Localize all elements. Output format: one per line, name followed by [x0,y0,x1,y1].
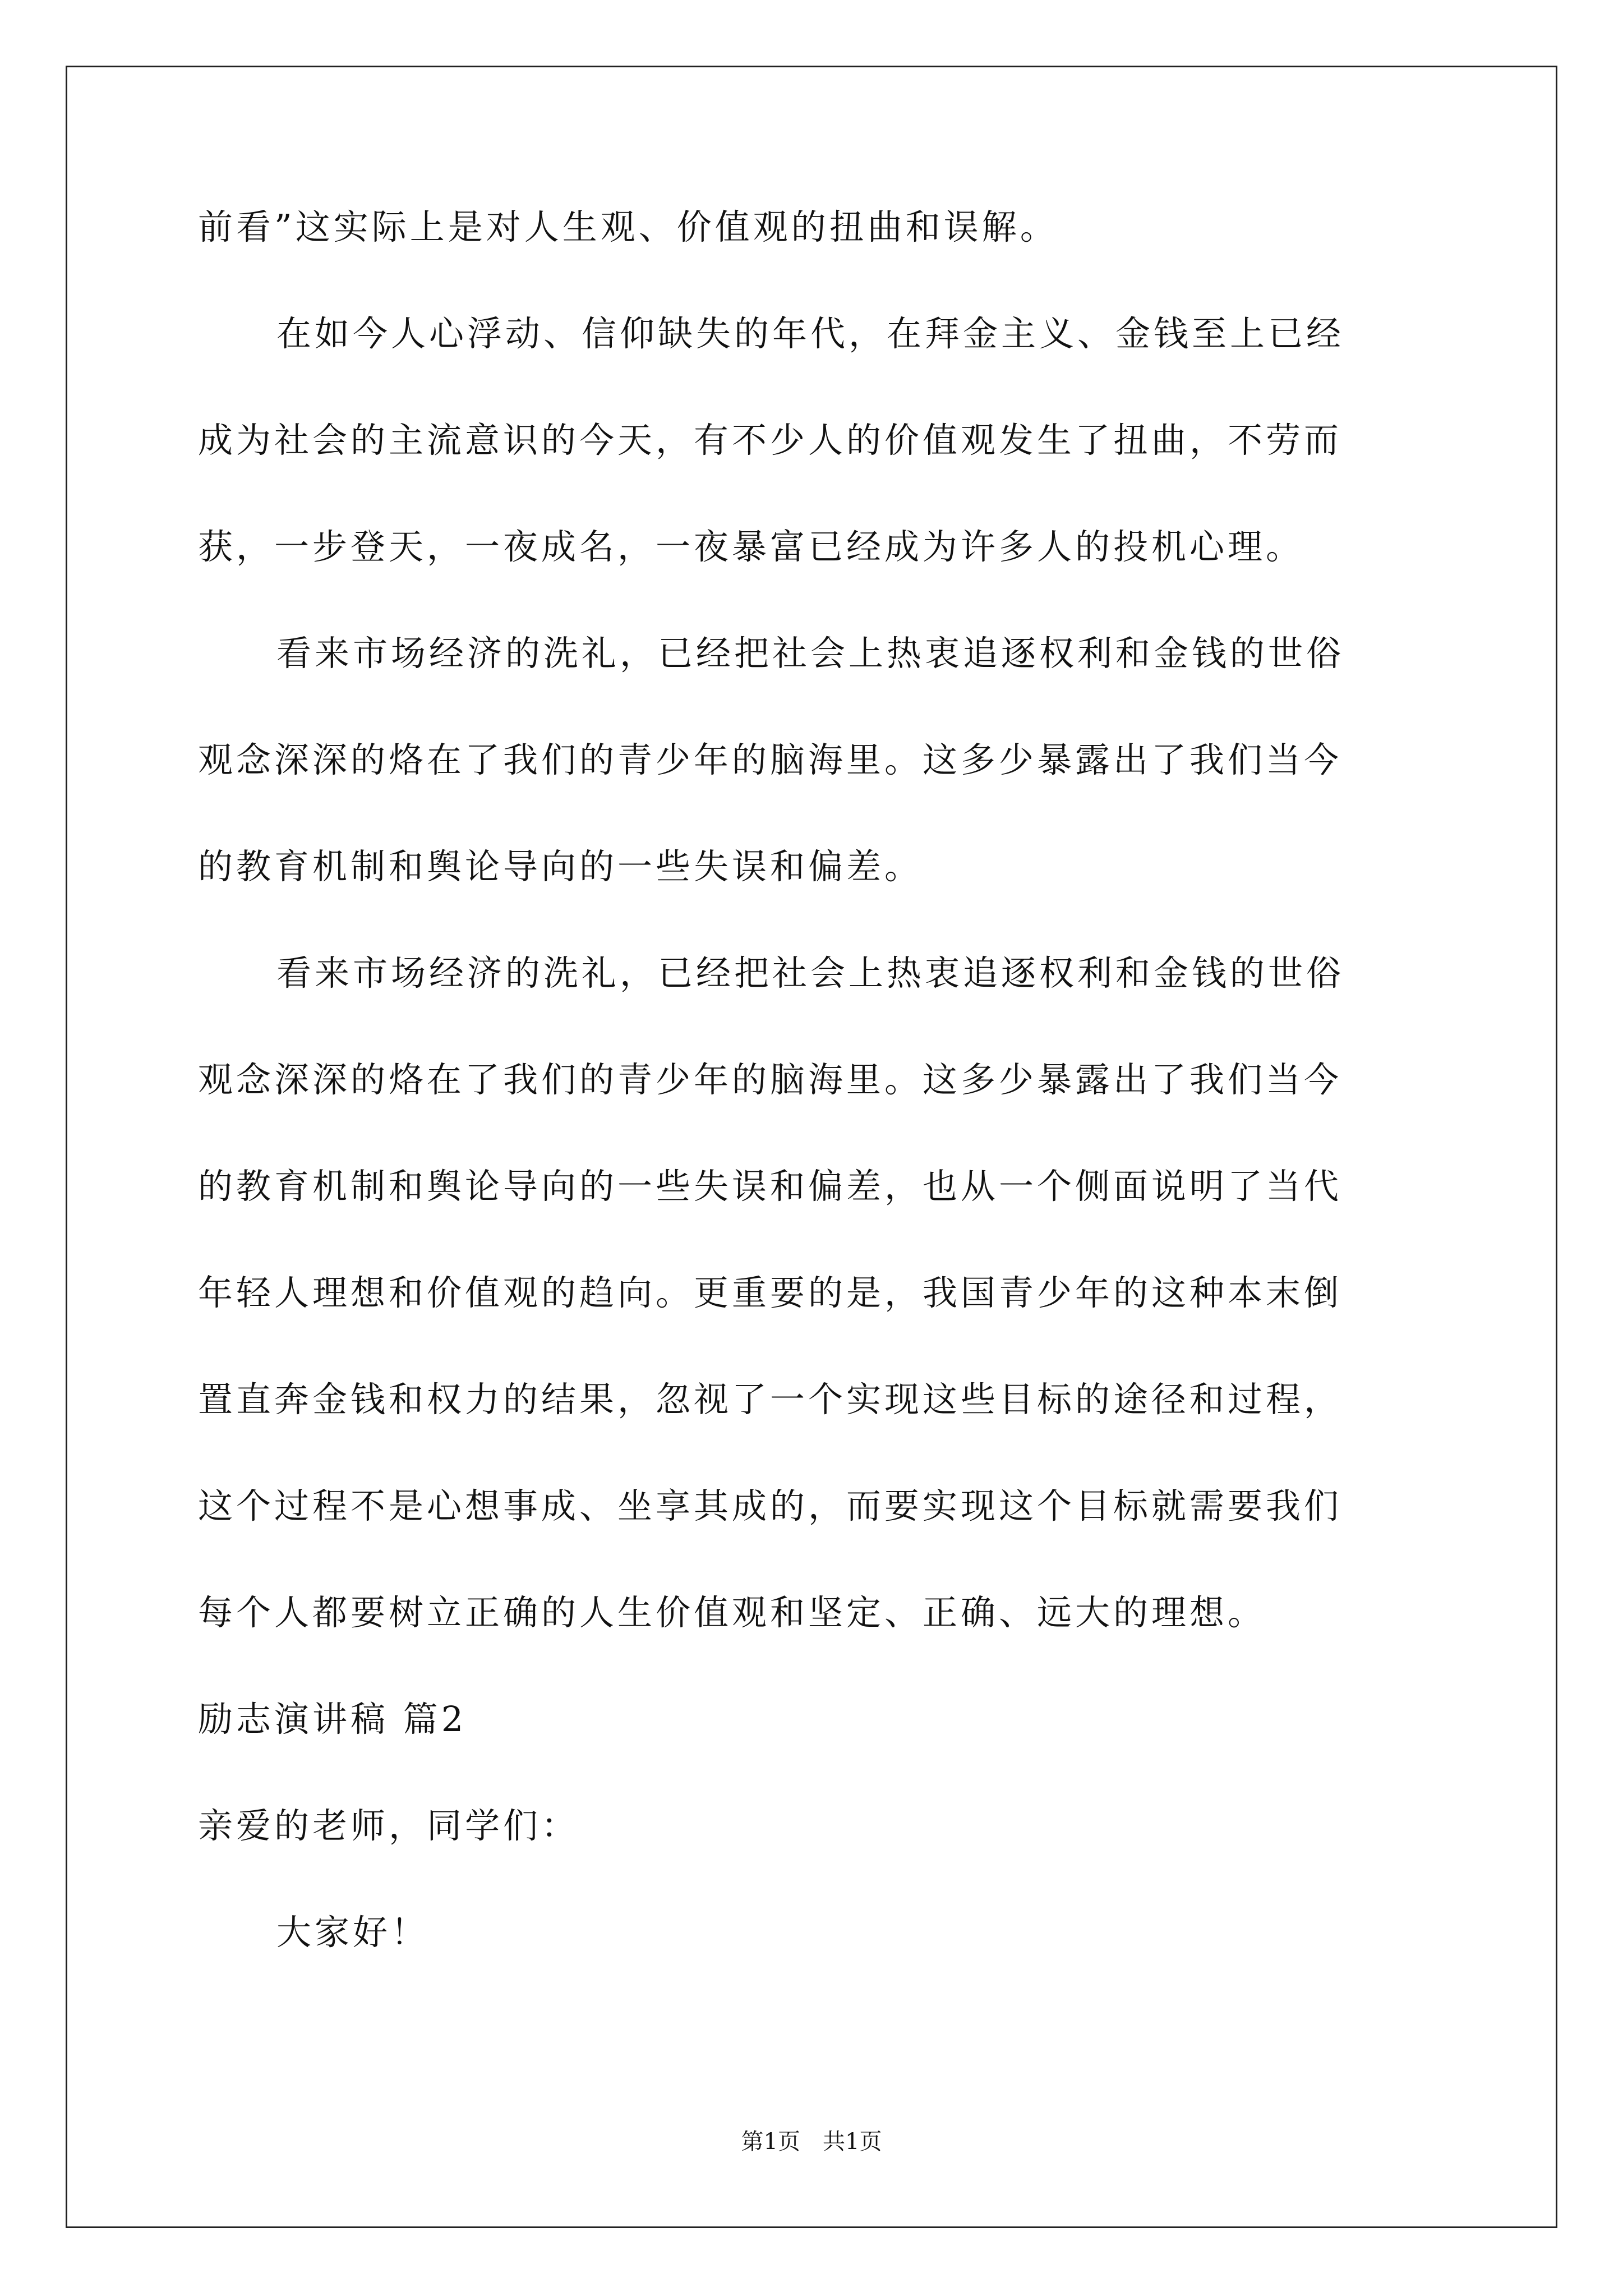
text-line: 在如今人心浮动、信仰缺失的年代，在拜金主义、金钱至上已经 [276,313,1345,354]
text-line: 的教育机制和舆论导向的一些失误和偏差，也从一个侧面说明了当代 [198,1166,1343,1207]
text-line: 的教育机制和舆论导向的一些失误和偏差。 [198,846,923,887]
text-line: 年轻人理想和价值观的趋向。更重要的是，我国青少年的这种本末倒 [198,1272,1343,1313]
text-line: 看来市场经济的洗礼，已经把社会上热衷追逐权利和金钱的世俗 [276,953,1345,993]
salutation: 亲爱的老师，同学们： [198,1805,580,1846]
greeting: 大家好！ [276,1912,430,1953]
text-line: 置直奔金钱和权力的结果，忽视了一个实现这些目标的途径和过程， [198,1379,1343,1420]
text-line: 获，一步登天，一夜成名，一夜暴富已经成为许多人的投机心理。 [198,526,1304,567]
text-line: 观念深深的烙在了我们的青少年的脑海里。这多少暴露出了我们当今 [198,739,1343,780]
text-line: 前看”这实际上是对人生观、价值观的扭曲和误解。 [198,206,1058,247]
page-number: 第1页 共1页 [741,2129,882,2155]
text-line: 成为社会的主流意识的今天，有不少人的价值观发生了扭曲，不劳而 [198,420,1343,461]
text-line: 观念深深的烙在了我们的青少年的脑海里。这多少暴露出了我们当今 [198,1059,1343,1100]
page-border [66,66,1557,2228]
text-line: 这个过程不是心想事成、坐享其成的，而要实现这个目标就需要我们 [198,1485,1343,1526]
section-heading: 励志演讲稿 篇2 [198,1699,467,1740]
text-line: 每个人都要树立正确的人生价值观和坚定、正确、远大的理想。 [198,1592,1266,1633]
text-line: 看来市场经济的洗礼，已经把社会上热衷追逐权利和金钱的世俗 [276,633,1345,674]
